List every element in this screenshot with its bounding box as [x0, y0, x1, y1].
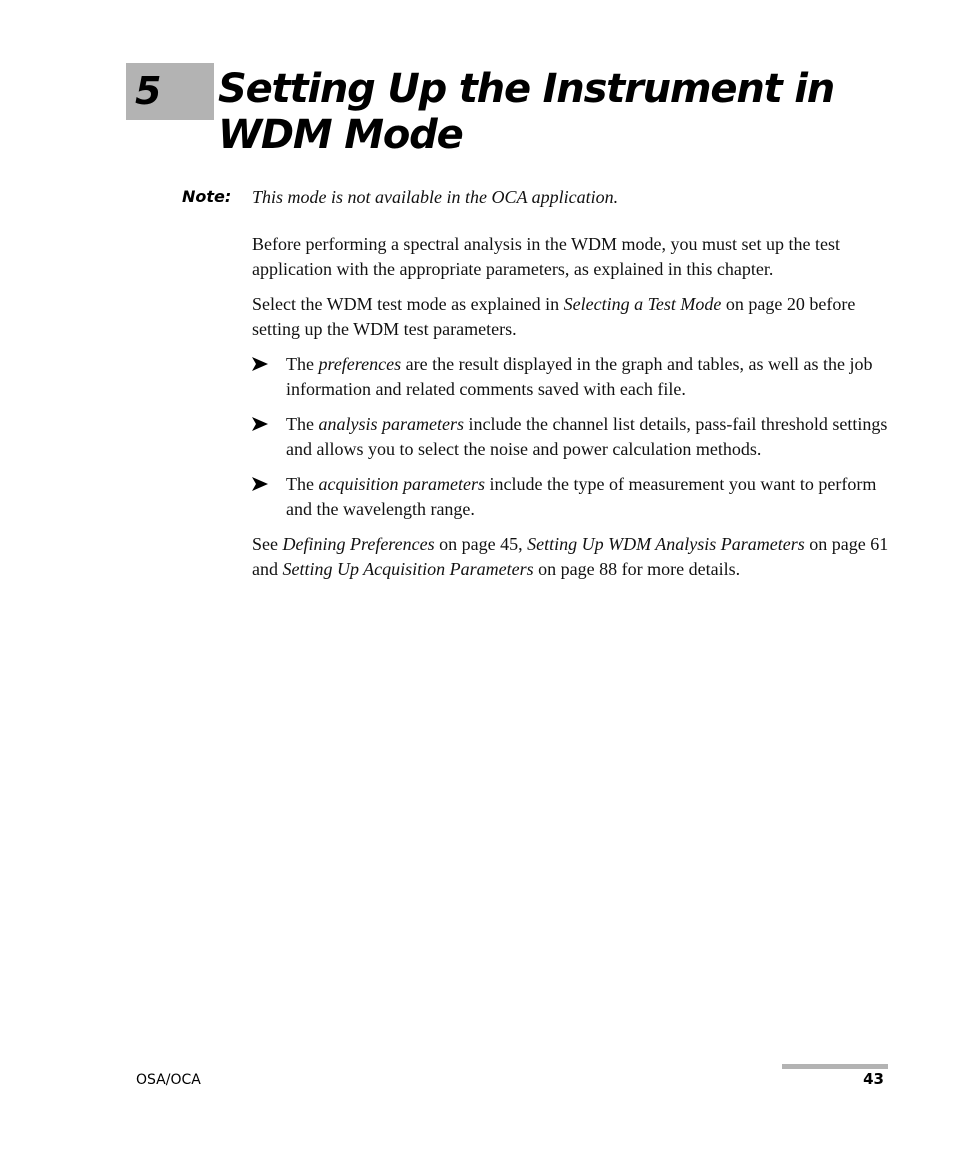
- bullet-item-analysis-parameters: [252, 412, 892, 461]
- see-text-d: on page 88 for more details.: [533, 558, 741, 579]
- bullet-item-acquisition-parameters: [252, 472, 892, 521]
- bullet-pre: The: [286, 354, 319, 374]
- xref-wdm-analysis-parameters[interactable]: Setting Up WDM Analysis Parameters: [527, 534, 805, 554]
- xref-acquisition-parameters[interactable]: Setting Up Acquisition Parameters: [282, 558, 534, 579]
- xref-defining-preferences[interactable]: Defining Preferences: [282, 534, 435, 554]
- bullet-pre: The: [286, 474, 319, 494]
- mode-text-a: Select the WDM test mode as explained in: [252, 294, 564, 314]
- arrow-bullet-icon: [252, 417, 268, 431]
- bullet-term: preferences: [318, 354, 402, 374]
- footer-product-name: OSA/OCA: [136, 1072, 201, 1088]
- arrow-bullet-icon: [252, 357, 268, 371]
- chapter-title: Setting Up the Instrument in WDM Mode: [218, 66, 835, 158]
- mode-paragraph: [252, 292, 892, 341]
- bullet-post: include the channel list details, pass-fail threshold settings and allows you to select the noise and power calculation methods.: [286, 414, 888, 459]
- footer-page-number: 43: [863, 1070, 884, 1088]
- bullet-pre: The: [286, 414, 319, 434]
- note-text: This mode is not available in the OCA application.: [252, 187, 619, 207]
- xref-selecting-test-mode[interactable]: Selecting a Test Mode: [563, 294, 722, 314]
- see-text-a: See: [252, 534, 283, 554]
- arrow-bullet-icon: [252, 477, 268, 491]
- see-also-paragraph: [252, 532, 892, 581]
- bullet-term: acquisition parameters: [318, 474, 485, 494]
- body-content: [252, 232, 892, 592]
- footer-rule: [782, 1064, 888, 1069]
- bullet-post: are the result displayed in the graph and tables, as well as the job information and related comments saved with each file.: [286, 354, 873, 399]
- mode-text-b: on page 20 before setting up the WDM test parameters.: [252, 294, 856, 339]
- bullet-post: include the type of measurement you want to perform and the wavelength range.: [286, 474, 877, 519]
- see-text-b: on page 45,: [434, 534, 528, 554]
- chapter-number: 5: [135, 69, 162, 113]
- bullet-item-preferences: [252, 352, 892, 401]
- intro-paragraph: Before performing a spectral analysis in the WDM mode, you must set up the test application with the appropriate parameters, as explained in this chapter.: [252, 234, 841, 279]
- note-label: Note:: [182, 187, 232, 206]
- see-text-c: on page 61 and: [252, 534, 889, 579]
- bullet-term: analysis parameters: [318, 414, 464, 434]
